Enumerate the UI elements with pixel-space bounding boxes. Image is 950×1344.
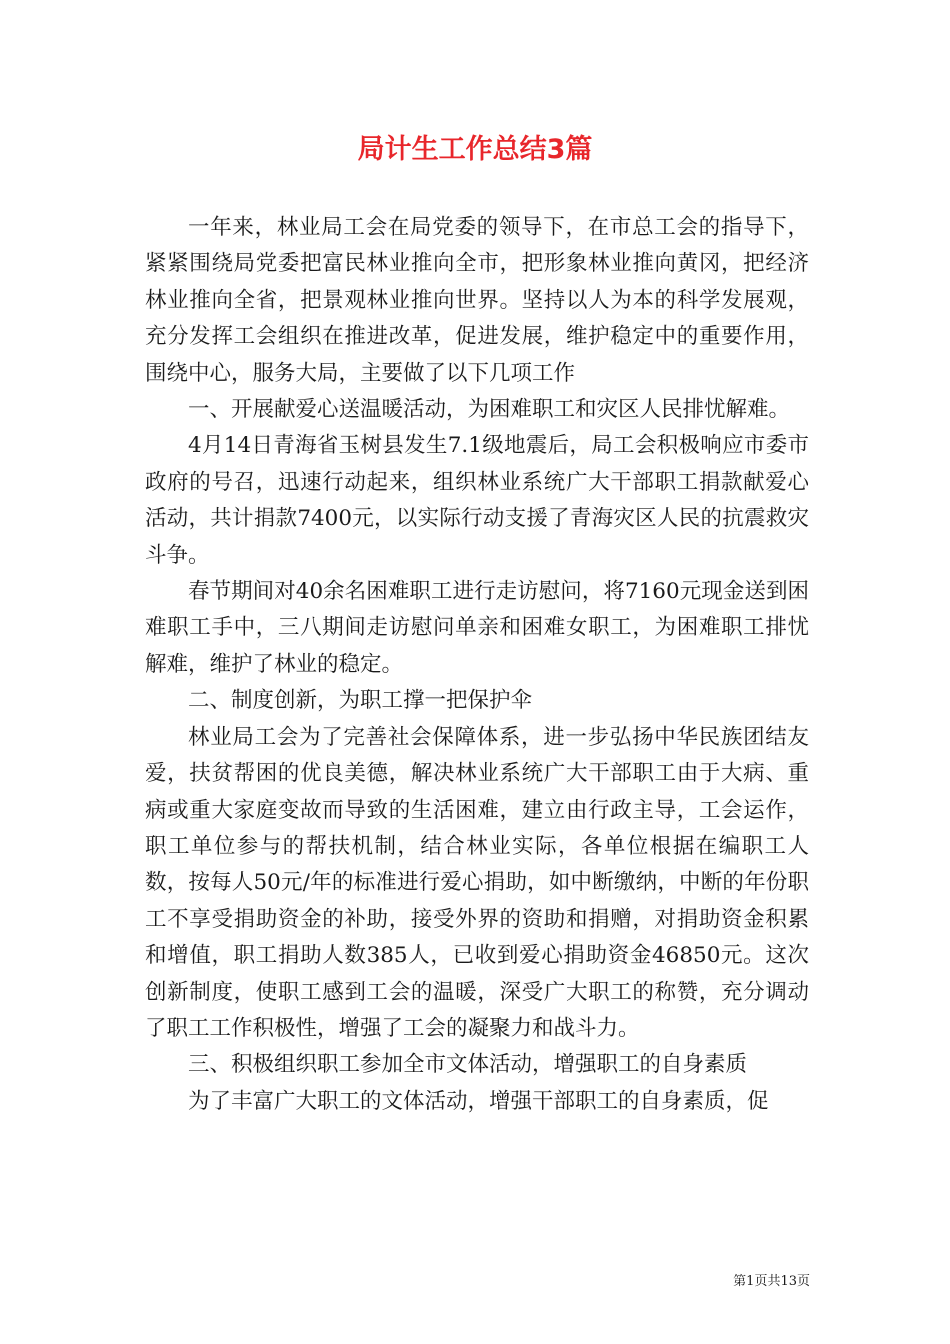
section-heading-1: 一、开展献爱心送温暖活动，为困难职工和灾区人民排忧解难。 — [188, 397, 791, 423]
document-title: 局计生工作总结3篇 — [357, 134, 593, 165]
paragraph-intro: 一年来，林业局工会在局党委的领导下，在市总工会的指导下，紧紧围绕局党委把富民林业推向全市，把形象林业推向黄冈，把经济林业推向全省，把景观林业推向世界。坚持以人为本的科学发展观，充分发挥工会组织在推进改革，促进发展，维护稳定中的重要作用，围绕中心，服务大局，主要做了以下几项工作 — [145, 215, 809, 386]
paragraph-cultural-activities: 为了丰富广大职工的文体活动，增强干部职工的自身素质，促 — [188, 1088, 769, 1114]
paragraph-spring-festival-visits: 春节期间对40余名困难职工进行走访慰问，将7160元现金送到困难职工手中，三八期间走访慰问单亲和困难女职工，为困难职工排忧解难，维护了林业的稳定。 — [145, 579, 809, 677]
document-body — [145, 210, 809, 1120]
paragraph-system-innovation: 林业局工会为了完善社会保障体系，进一步弘扬中华民族团结友爱，扶贫帮困的优良美德，解决林业系统广大干部职工由于大病、重病或重大家庭变故而导致的生活困难，建立由行政主导，工会运作，职工单位参与的帮扶机制，结合林业实际，各单位根据在编职工人数，按每人50元/年的标准进行爱心捐助，如中断缴纳，中断的年份职工不享受捐助资金的补助，接受外界的资助和捐赠，对捐助资金积累和增值，职工捐助人数385人，已收到爱心捐助资金46850元。这次创新制度，使职工感到工会的温暖，深受广大职工的称赞，充分调动了职工工作积极性，增强了工会的凝聚力和战斗力。 — [145, 724, 809, 1041]
paragraph-earthquake-donation: 4月14日青海省玉树县发生7.1级地震后，局工会积极响应市委市政府的号召，迅速行动起来，组织林业系统广大干部职工捐款献爱心活动，共计捐款7400元，以实际行动支援了青海灾区人民的抗震救灾斗争。 — [145, 433, 809, 568]
page-number-footer: 第1页共13页 — [733, 1274, 810, 1289]
section-heading-2: 二、制度创新，为职工撑一把保护伞 — [188, 688, 533, 714]
section-heading-3: 三、积极组织职工参加全市文体活动，增强职工的自身素质 — [188, 1052, 748, 1078]
